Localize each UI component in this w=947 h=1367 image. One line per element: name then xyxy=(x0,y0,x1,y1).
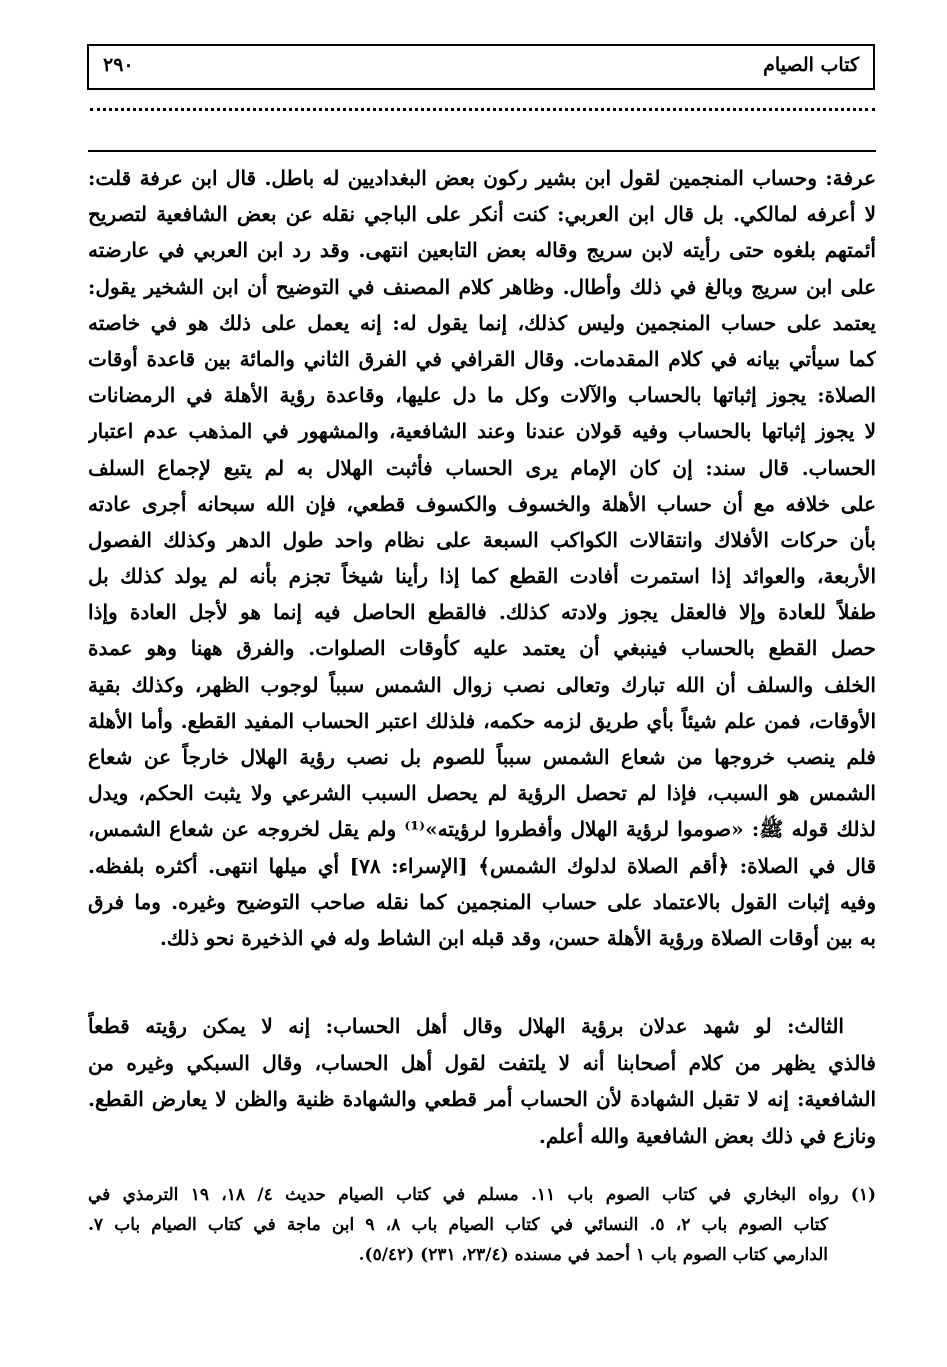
second-paragraph xyxy=(88,1008,876,1154)
text-line: عرفة: وحساب المنجمين لقول ابن بشير ركون بعض البغداديين له باطل. قال ابن عرفة قلت: xyxy=(88,166,876,190)
text-line: على ابن سريج وبالغ في ذلك وأطال. وظاهر كلام المصنف في التوضيح أن ابن الشخير يقول: xyxy=(88,274,876,299)
text-line: كما سيأتي بيانه في كلام المقدمات. وقال القرافي في الفرق الثاني والمائة بين قاعدة أوقات xyxy=(88,346,876,371)
text-line: لا أعرفه لمالكي. بل قال ابن العربي: كنت أنكر على الباجي نقله عن بعض الشافعية لتصريح xyxy=(88,202,876,227)
text-line: يعتمد على حساب المنجمين وليس كذلك، إنما يقول له: إنه يعمل على ذلك هو في خاصته xyxy=(88,310,876,335)
text-line: الشمس هو السبب، فإذا لم تحصل الرؤية لم يحصل السبب الشرعي ولا يثبت الحكم، ويدل xyxy=(88,781,876,806)
text-line: الخلف والسلف أن الله تبارك وتعالى نصب زوال الشمس سبباً لوجوب الظهر، وكذلك بقية xyxy=(88,672,876,697)
text-line: على خلافه مع أن حساب الأهلة والخسوف والكسوف قطعي، فإن الله سبحانه أجرى عادته xyxy=(88,491,876,516)
text-line: طفلاً للعادة وإلا فالعقل يجوز ولادته كذلك. فالقطع الحاصل فيه إنما هو لأجل العادة وإذا xyxy=(88,600,876,625)
footnote-line: الدارمي كتاب الصوم باب ١ أحمد في مسنده (٢٣/٤، ٢٣١) (٥/٤٢). xyxy=(358,1245,828,1265)
text-line: الصلاة: يجوز إثباتها بالحساب والآلات وكل ما دل عليها، وقاعدة رؤية الأهلة في الرمضانات xyxy=(88,383,876,408)
footnote-line: (١) رواه البخاري في كتاب الصوم باب ١١. مسلم في كتاب الصيام حديث ٤/ ١٨، ١٩ الترمذي في xyxy=(88,1185,876,1205)
text-line: بأن حركات الأفلاك وانتقالات الكواكب السبعة على نظام واحد طول الدهر وكذلك الفصول xyxy=(88,527,876,552)
page-number: ٢٩٠ xyxy=(103,54,134,76)
dotted-separator xyxy=(90,108,875,111)
text-line: الشافعية: إنه لا تقبل الشهادة لأن الحساب أمر قطعي والشهادة ظنية والظن لا يعارض القطع. xyxy=(88,1087,876,1111)
text-line: الثالث: لو شهد عدلان برؤية الهلال وقال أهل الحساب: إنه لا يمكن رؤيته قطعاً xyxy=(88,1014,844,1038)
horizontal-rule xyxy=(88,150,876,152)
text-line: لذلك قوله ﷺ: «صوموا لرؤية الهلال وأفطروا لرؤيته»⁽¹⁾ ولم يقل لخروجه عن شعاع الشمس، xyxy=(88,817,876,842)
text-line: أئمتهم بلغوه حتى رأيته لابن سريج وقاله بعض التابعين انتهى. وقد رد ابن العربي في عارضته xyxy=(88,238,876,263)
text-line: الأربعة، والعوائد إذا استمرت أفادت القطع كما إذا رأينا شيخاً تجزم بأنه لم يولد كذلك بل xyxy=(88,564,876,589)
text-line: الأوقات، فمن علم شيئاً بأي طريق لزمه حكمه، فلذلك اعتبر الحساب المفيد القطع. وأما الأهلة xyxy=(88,708,876,733)
footnote-line: كتاب الصوم باب ٢، ٥. النسائي في كتاب الصيام باب ٨، ٩ ابن ماجة في كتاب الصيام باب ٧. xyxy=(88,1215,829,1235)
text-line: حصل القطع بالحساب فينبغي أن يعتمد عليه كأوقات الصلوات. والفرق ههنا وهو عمدة xyxy=(88,636,876,661)
running-header xyxy=(87,44,875,90)
text-line: ونازع في ذلك بعض الشافعية والله أعلم. xyxy=(538,1123,876,1148)
text-line: الحساب. قال سند: إن كان الإمام يرى الحساب فأثبت الهلال به لم يتبع لإجماع السلف xyxy=(88,455,876,480)
chapter-title: كتاب الصيام xyxy=(763,54,859,76)
footnotes xyxy=(88,1180,876,1270)
main-paragraph xyxy=(88,160,876,956)
text-line: لا يجوز إثباتها بالحساب وفيه قولان عندنا وعند الشافعية، والمشهور في المذهب عدم اعتبار xyxy=(88,419,876,444)
text-line: فالذي يظهر من كلام أصحابنا أنه لا يلتفت لقول أهل الحساب، وقال السبكي وغيره من xyxy=(88,1050,876,1075)
text-line: قال في الصلاة: ﴿أقم الصلاة لدلوك الشمس﴾ [الإسراء: ٧٨] أي ميلها انتهى. أكثره بلفظه. xyxy=(88,853,876,878)
text-line: فلم ينصب خروجها من شعاع الشمس سبباً للصوم بل نصب رؤية الهلال خارجاً عن شعاع xyxy=(88,745,876,769)
text-line: به بين أوقات الصلاة ورؤية الأهلة حسن، وقد قبله ابن الشاط وله في الذخيرة نحو ذلك. xyxy=(159,925,876,950)
text-line: وفيه إثبات القول بالاعتماد على حساب المنجمين كما نقله صاحب التوضيح وغيره. وما فرق xyxy=(88,889,876,914)
